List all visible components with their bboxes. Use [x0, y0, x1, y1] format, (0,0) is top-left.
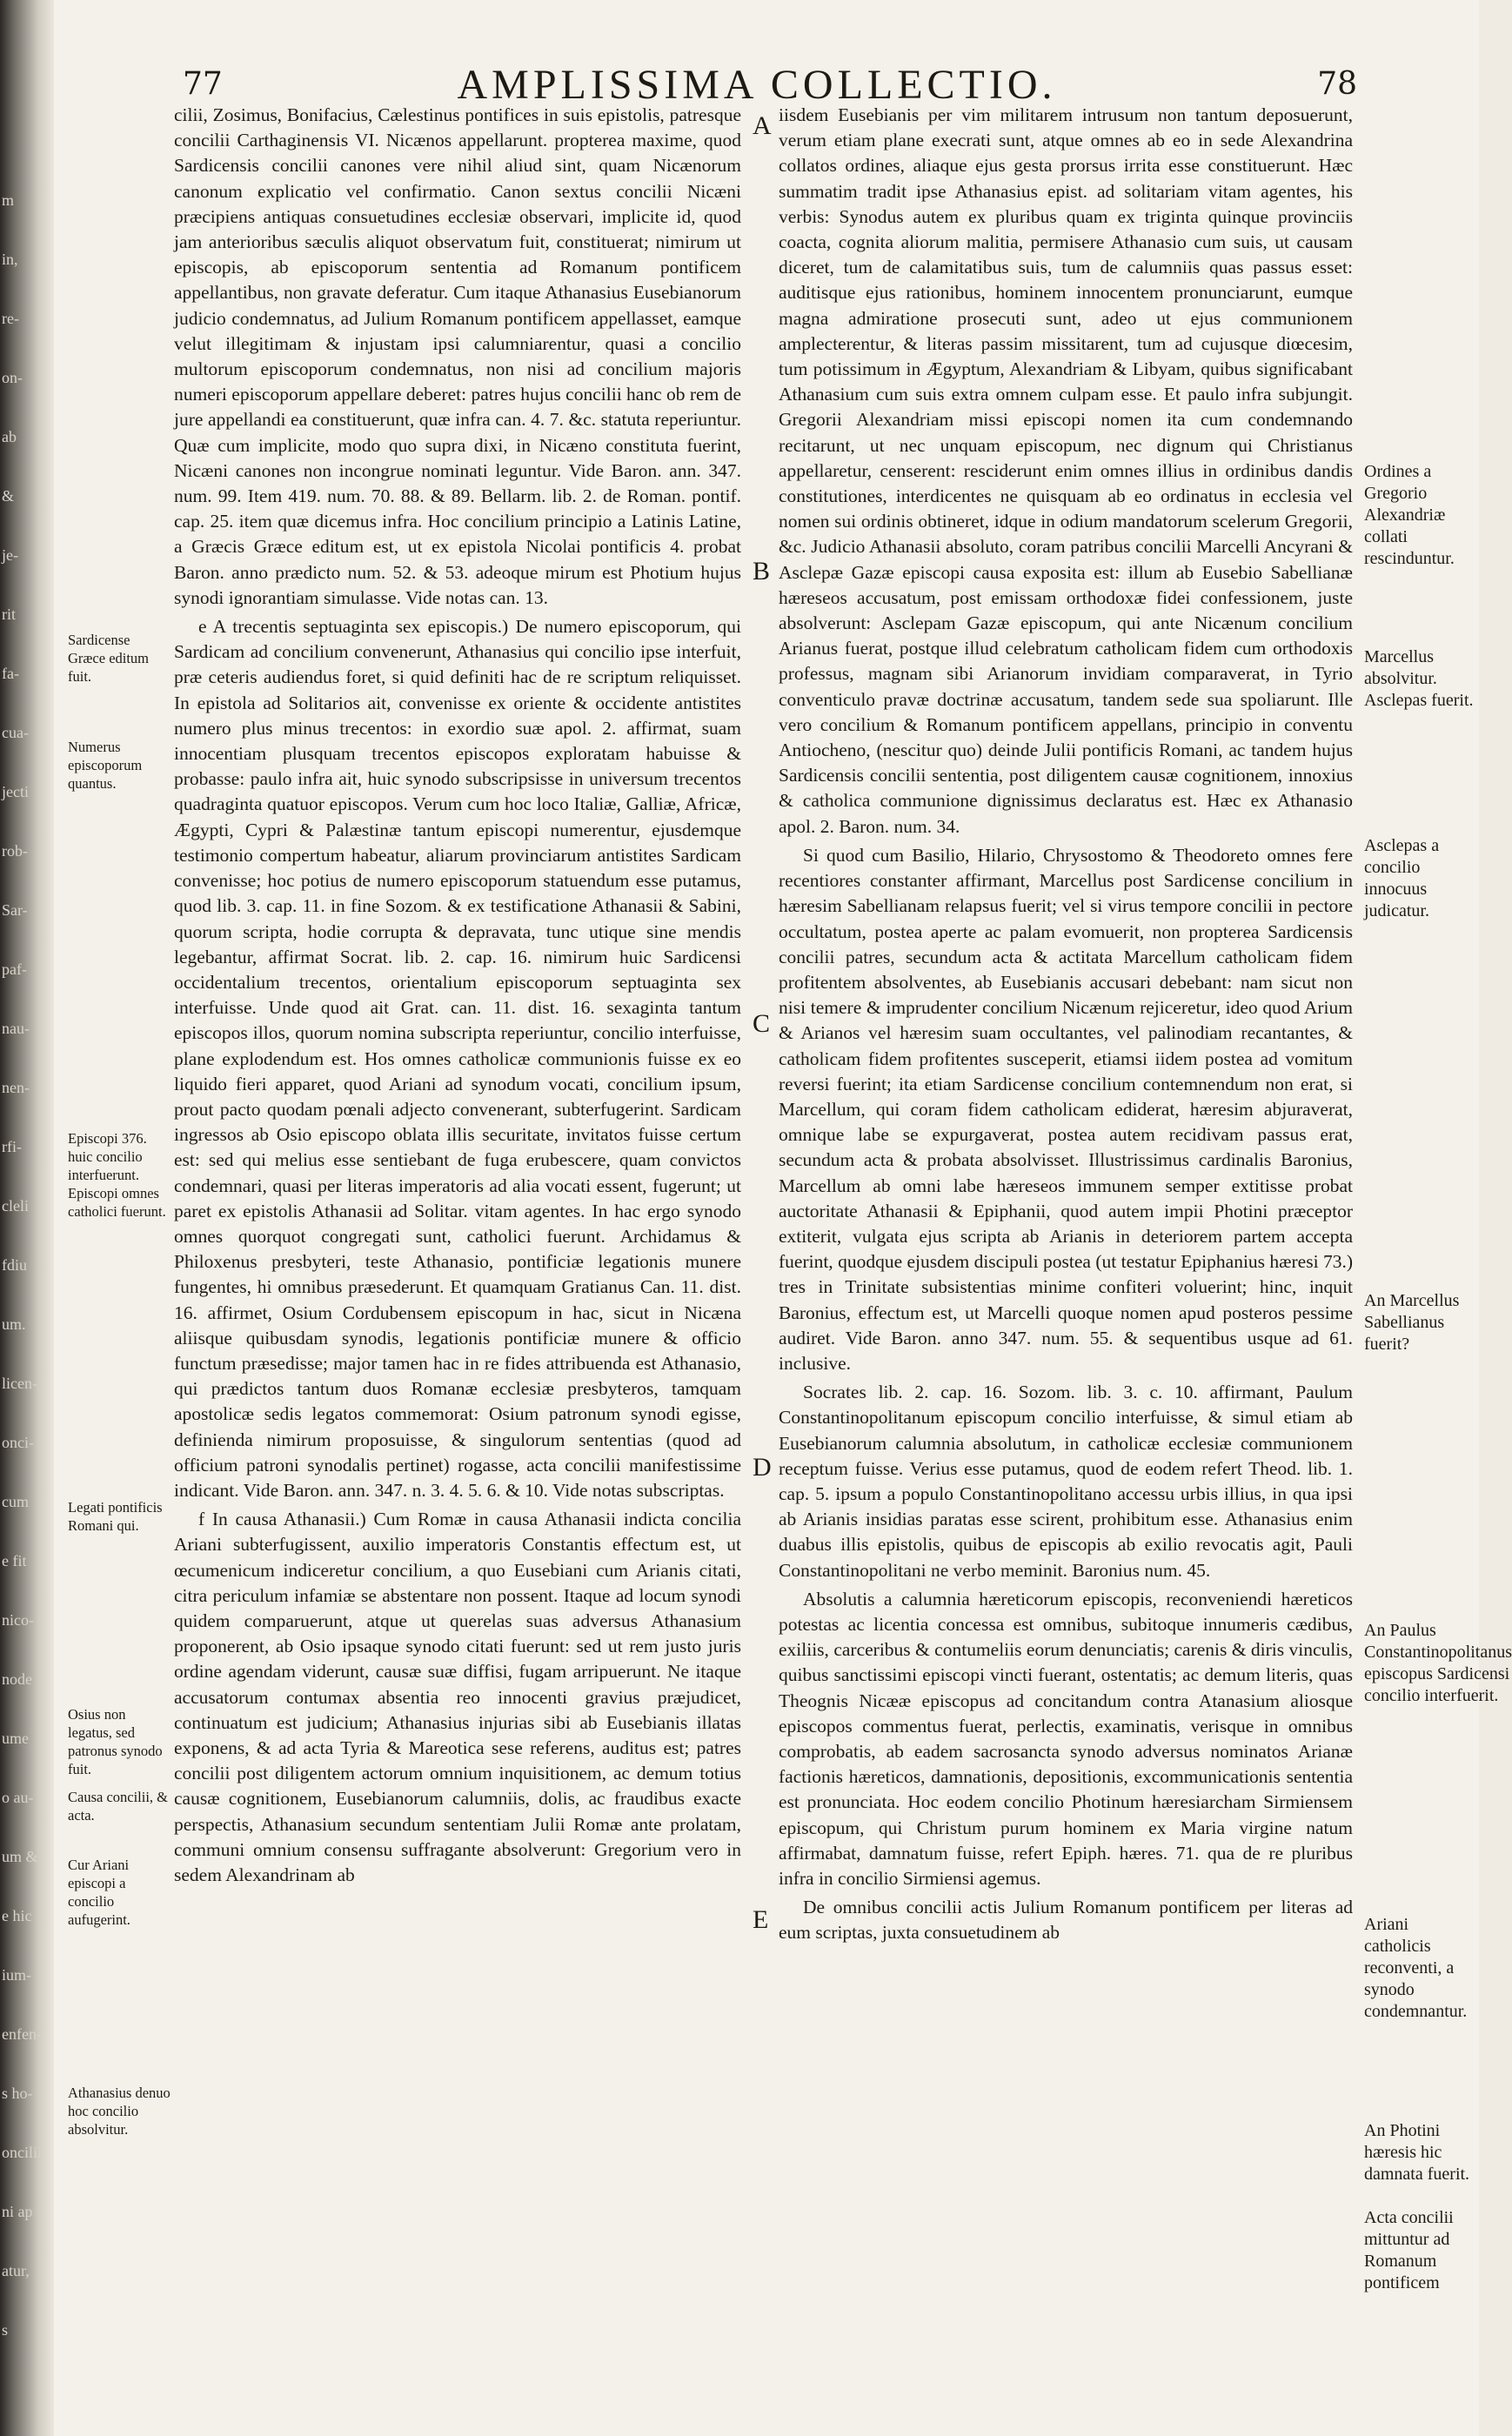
section-letter: B: [753, 557, 771, 586]
margin-note: Marcellus absolvitur. Asclepas fuerit.: [1364, 647, 1474, 710]
page-number-left: 77: [183, 66, 223, 102]
bleed-fragment: enfen-: [2, 2025, 42, 2043]
margin-note: Ariani catholicis reconventi, a synodo condemnantur.: [1364, 1915, 1468, 2021]
page-number-right: 78: [1317, 66, 1357, 102]
running-title: AMPLISSIMA COLLECTIO.: [457, 62, 1057, 108]
bleed-fragment: ni ap: [2, 2203, 33, 2220]
margin-note: Sardicense Græce editum fuit.: [68, 632, 150, 685]
margin-note: Legati pontificis Romani qui.: [68, 1499, 163, 1534]
margin-note: An Paulus Constantinopolitanus episcopus Sardicensi concilio interfuerit.: [1364, 1621, 1512, 1705]
bleed-fragment: ab: [2, 428, 17, 445]
margin-note: Ordines a Gregorio Alexandriæ collati rescinduntur.: [1364, 462, 1455, 568]
margin-note: Episcopi 376. huic concilio interfuerunt. Episcopi omnes catholici fuerunt.: [68, 1130, 166, 1220]
bleed-fragment: Sar-: [2, 901, 28, 919]
bleed-fragment: e fit: [2, 1552, 27, 1569]
bleed-fragment: nico-: [2, 1611, 34, 1629]
paragraph: iisdem Eusebianis per vim militarem intrusum non tantum deposuerunt, verum etiam plane execrati sunt, atque omnes ab eo in sede Alexandrina collatos ordines, aliaque ejus gesta prorsus irrita esse constituerunt. Hæc summatim tradit ipse Athanasius epist. ad solitariam vitam agentes, his verbis: Synodus autem ex pluribus quam ex triginta quinque provinciis coacta, cognita aliorum malitia, permisere Athanasio cum suis, ut causam diceret, tum de calamitatibus suis, tum de calumniis quas passus esset: auditisque ejus rationibus, hominem innocentem pronunciarunt, eumque magna admiratione prosecuti sunt, adeo ut ejus communionem amplecterentur, & literas passim missitarent, tum ad cujusque diœcesim, tum potissimum in Ægyptum, Alexandriam & Libyam, quibus significabant Athanasium cum suis extra omnem culpam esse. Et paulo infra subjungit. Gregorii Alexandriam missi episcopi nomen ita cum condemnando recitarunt, ut nec unquam episcopum, nec dignum qui Christianus appellaretur, censerent: resciderunt enim omnes illius in ordinibus dandis constitutiones, interdicentes ne quisquam ab eo ordinatus in ecclesia vel nomen sui ordinis obtineret, idque in odium mandatorum scelerum Gregorii, &c. Judicio Athanasii absoluto, coram patribus concilii Marcelli Ancyrani & Asclepæ Gazæ episcopi causa exposita est: illum ab Eusebio Sabellianæ hæreseos accusatum, post emissam orthodoxæ fidei confessionem, juste absolverunt: Asclepam Gazæ episcopum, qui ante Nicænum concilium Arianus fuerat, postque illud celebratum catholicam fidem cum orthodoxis professus, magnam sibi Arianorum invidiam comparaverat, in Tyrio conventiculo pravæ doctrinæ accusatum, tandem sede sua spoliarunt. Ille vero concilium & Romanum pontificem appellans, principio in conventu Antiocheno, (nescitur quo) deinde Julii pontificis Romani, ac tandem hujus Sardicensis concilii sententia, post diligentem causæ cognitionem, innoxius & catholica communione dignissimus declaratus est. Hæc ex Athanasio apol. 2. Baron. num. 34.: [779, 104, 1353, 837]
right-text-column: [779, 103, 1353, 2382]
section-letter: E: [753, 1905, 769, 1934]
section-letter: D: [753, 1453, 772, 1482]
margin-note: Asclepas a concilio innocuus judicatur.: [1364, 836, 1440, 920]
bleed-fragment: in,: [2, 251, 18, 268]
bleed-fragment: m: [2, 191, 15, 209]
bleed-fragment: node: [2, 1670, 32, 1688]
bleed-fragment: nau-: [2, 1020, 30, 1037]
bleed-fragment: s ho-: [2, 2085, 33, 2102]
bleed-fragment: rit: [2, 606, 16, 623]
bleed-fragment: je-: [2, 546, 18, 564]
section-letter: A: [753, 111, 772, 140]
bleed-fragment: onci-: [2, 1434, 34, 1451]
bleed-fragment: &: [2, 487, 15, 505]
margin-note: Acta concilii mittuntur ad Romanum pontificem: [1364, 2208, 1454, 2292]
bleed-fragment: jecti: [2, 783, 29, 800]
bleed-fragment: fa-: [2, 665, 19, 682]
margin-note: Numerus episcoporum quantus.: [68, 739, 143, 792]
paragraph: cilii, Zosimus, Bonifacius, Cælestinus pontifices in suis epistolis, patresque concilii Carthaginensis VI. Nicænos appellarunt. propterea maxime, quod Sardicensis concilii canones vere nihil aliud sint, quam Nicænorum canonum explicatio vel confirmatio. Canon sextus concilii Nicæni præcipiens antiquas consuetudines ecclesiæ observari, implicite id, quod jam anterioribus sæculis aliquot observatum fuit, constituerat; nimirum ut episcopis, ab episcoporum sententia ad Romanum pontificem appellantibus, non gravate deferatur. Cum itaque Athanasius Eusebianorum judicio condemnatus, ad Julium Romanum pontificem appellasset, eamque velut illegitimam & injustam ipsi calumniarentur, quasi a concilio multorum episcoporum condemnatus, non nisi ad concilium majoris numeri episcoporum appellare deberet: patres hujus concilii hanc ob rem de jure appellandi ea constituerunt, quæ infra can. 4. 7. &c. statuta reperiuntur. Quæ cum implicite, modo quo supra dixi, in Nicæno constituta fuerint, Nicæni canones non incongrue nominati leguntur. Vide Baron. ann. 347. num. 99. Item 419. num. 70. 88. & 89. Bellarm. lib. 2. de Roman. pontif. cap. 25. item quæ dicemus infra. Hoc concilium principio a Latinis Latine, a Græcis Græce editum est, ut ex epistola Nicolai pontificis 4. probat Baron. anno prædicto num. 52. & 53. adeoque mirum est Photium hujus synodi ignorantiam simulasse. Vide notas can. 13.: [174, 104, 741, 608]
bleed-fragment: s: [2, 2321, 9, 2339]
bleed-fragment: cum: [2, 1493, 29, 1510]
margin-note: Cur Ariani episcopi a concilio aufugerint.: [68, 1857, 130, 1928]
bleed-fragment: licen-: [2, 1375, 37, 1392]
margin-note: Athanasius denuo hoc concilio absolvitur.: [68, 2085, 171, 2138]
bleed-fragment: nen-: [2, 1079, 30, 1096]
paragraph: e A trecentis septuaginta sex episcopis.) De numero episcoporum, qui Sardicam ad concilium convenerunt, Athanasius qui concilio ipse interfuit, præ ceteris audiendus foret, si quid definiti hac de re scriptum reliquisset. In epistola ad Solitarios ait, convenisse ex oriente & occidente antistites numero plus minus trecentos: in exordio suæ apol. 2. affirmat, suam innocentiam plusquam trecentos episcopos exploratam habuisse & probasse: paulo infra ait, huic synodo subscripsisse in universum trecentos quadraginta quatuor episcopos. Verum cum hoc loco Italiæ, Galliæ, Africæ, Ægypti, Cypri & Palæstinæ tantum episcopi numerentur, ejusdemque testimonio compertum habeatur, aliarum provinciarum antistites Sardicam convenisse; hoc potius de numero episcoporum statuendum esse putamus, quod lib. 3. cap. 11. in fine Sozom. & ex testificatione Athanasii & Sabini, quorum scripta, hodie corrupta & depravata, tunc utique sine mendis legebantur, affirmat Socrat. lib. 2. cap. 16. nimirum huic Sardicensi occidentalium trecentos, orientalium episcoporum septuaginta sex interfuisse. Unde quod ait Grat. can. 11. dist. 16. sexaginta tantum episcopos illos, quorum nomina subscripta reperiuntur, concilio interfuisse, plane explodendum est. Hos omnes catholicæ communionis fuisse ex eo liquido fieri apparet, quod Ariani ad synodum vocati, concilium ipsum, prout pacto quodam pœnali adjecto convenerant, subterfugerint. Sardicam ingressos ab Osio episcopo oblata illis securitate, invitatos fuisse certum est: sed qui melius esse sentiebant de fuga erubescere, quam convictos condemnari, quasi per literas imperatoris ad alia vocati essent, fugerunt; ut paret ex epistolis Athanasii ad Solitar. vitam agentes. In hac ergo synodo omnes quorquot congregati sunt, catholici fuerunt. Archidamus & Philoxenus presbyteri, teste Athanasio, pontificiæ legationis munere fungentes, hi omnibus præsederunt. Et quamquam Gratianus Can. 11. dist. 16. affirmet, Osium Cordubensem episcopum in hac, sicut in Nicæna aliisque quibusdam synodis, legationis pontificiæ munere & officio functum præsedisse; major tamen hac in re fides attribuenda est Athanasio, qui prædictos tantum duos Romanæ ecclesiæ presbyteros, tamquam apostolicæ sedis legatos commemorat: Osium patronum synodi egisse, definienda nimirum proposuisse, & singulorum sententias (quod ad officium patroni synodalis pertinet) rogasse, acta concilii manifestissime indicant. Vide Baron. ann. 347. n. 3. 4. 5. 6. & 10. Vide notas subscriptas.: [174, 616, 741, 1501]
left-text-column: [174, 103, 741, 2330]
bleed-fragment: paf-: [2, 960, 27, 978]
bleed-fragment: um &: [2, 1848, 38, 1865]
bleed-fragment: oncilii: [2, 2144, 42, 2161]
margin-note: An Photini hæresis hic damnata fuerit.: [1364, 2121, 1470, 2184]
paragraph: Absolutis a calumnia hæreticorum episcopis, reconveniendi hæreticos potestas ac licentia concessa est omnibus, subitoque innumeris cædibus, exiliis, carceribus & contumeliis eorum denunciatis; carenis & diris vinculis, quibus sanctissimi episcopi vincti fuerant, ostentatis; ac demum literis, quas Theognis Nicææ episcopus ad concitandum contra Atanasium aliosque episcopos commentus fuerat, perlectis, examinatis, verisque in omnibus comprobatis, ab eadem sacrosancta synodo adversus nominatos Arianæ factionis hæreticos, damnationis, depositionis, excommunicationis sententia est pronunciata. Hoc eodem concilio Photinum hæresiarcham Sirmiensem episcopum, qui Christum purum hominem ex Maria virgine natum affirmabat, damnatum fuisse, refert Epiph. hæres. 71. qua de re pluribus infra in concilio Sirmiensi agemus.: [779, 1588, 1353, 1890]
bleed-fragment: re-: [2, 310, 19, 327]
bleed-fragment: atur,: [2, 2262, 30, 2279]
margin-note: Causa concilii, & acta.: [68, 1789, 169, 1824]
section-letter: C: [753, 1009, 771, 1038]
bleed-fragment: on-: [2, 369, 23, 386]
bleed-fragment: um.: [2, 1315, 26, 1333]
bleed-fragment: rob-: [2, 842, 28, 860]
bleed-fragment: cua-: [2, 724, 29, 741]
bleed-fragment: o au-: [2, 1789, 34, 1806]
margin-note: Osius non legatus, sed patronus synodo fuit.: [68, 1706, 163, 1777]
bleed-fragment: fdiu: [2, 1256, 27, 1274]
bleed-through-text: [0, 0, 42, 2436]
bleed-fragment: ium-: [2, 1966, 31, 1984]
paragraph: De omnibus concilii actis Julium Romanum pontificem per literas ad eum scriptas, juxta consuetudinem ab: [779, 1897, 1353, 1944]
bleed-fragment: e hic: [2, 1907, 32, 1924]
bleed-fragment: cleli: [2, 1197, 29, 1215]
margin-note: An Marcellus Sabellianus fuerit?: [1364, 1291, 1460, 1354]
paragraph: Si quod cum Basilio, Hilario, Chrysostomo & Theodoreto omnes fere recentiores constanter affirmant, Marcellus post Sardicense concilium in hæresim Sabellianam relapsus fuerit; vel si virus tempore concilii in pectore occultatum, postea aperte ac palam evomuerit, non propterea Sardicensis concilii patres, secundum acta & actitata Marcellum catholicam fidem profitentem absolventes, ab Eusebianis accusari debebant: nam sicut non nisi temere & imprudenter concilium Nicænum rejiceretur, ideo quod Arium & Arianos vel hæresim suam occultantes, vel palinodiam recantantes, & catholicam fidem profitentes susceperit, etiamsi iidem postea ad vomitum reversi fuerint; ita etiam Sardicense concilium contemnendum non erat, si Marcellum, qui coram fidem catholicam ediderat, hæresim abjuraverat, omnique labe se expurgaverat, postea autem recidivam passus erat, secundum acta & probata absolvisset. Illustrissimus cardinalis Baronius, Marcellum ab omni labe hæreseos immunem semper extitisse probat auctoritate Athanasii & Epiphanii, quod autem impii Photini præceptor extiterit, vulgata ejus scripta ab Arianis in deteriorem partem accepta fuerint, quodque ejusdem discipuli postea (ut testatur Epiphanius hæresi 73.) tres in Trinitate subsistentias minime confiteri voluerint; hinc, inquit Baronius, effectum est, ut Marcelli quoque nomen apud posteros pessime audiret. Vide Baron. anno 347. num. 55. & sequentibus usque ad 61. inclusive.: [779, 844, 1353, 1374]
bleed-fragment: ume: [2, 1730, 29, 1747]
bleed-fragment: rfi-: [2, 1138, 22, 1155]
paragraph: f In causa Athanasii.) Cum Romæ in causa Athanasii indicta concilia Ariani subterfugissent, auxilio imperatoris Constantis effectum est, ut œcumenicum indiceretur concilium, a quo Eusebiani cum Arianis citati, citra periculum infamiæ se abstentare non possent. Itaque ad locum synodi quidem comparuerunt, atque ut querelas suas adversus Athanasium proponerent, ab Osio ipsaque synodo citati fuerunt: sed ut rem justo juris ordine agendam viderunt, causæ suæ diffisi, fugam arripuerunt. Ne itaque accusatorum contumax absentia reo innocenti gravius præjudicet, continuatum est judicium; Athanasius injurias sibi ab Eusebianis illatas exponens, & ad acta Tyria & Mareotica sese referens, auditus est; patres concilii post diligentem actorum omnium inquisitionem, ac demum totius causæ cognitionem, Eusebianorum calumniis, dolis, ac fraudibus exacte perspectis, Athanasium secundum sententiam Julii Romæ ante prolatam, communi omnium consensu suffragante absolverunt: Gregorium vero in sedem Alexandrinam ab: [174, 1509, 741, 1886]
paragraph: Socrates lib. 2. cap. 16. Sozom. lib. 3. c. 10. affirmant, Paulum Constantinopolitanum episcopum concilio interfuisse, & simul etiam ab Eusebianorum calumnia absolutum, in catholicæ ecclesiæ communionem receptum fuisse. Verius esse putamus, quod de eodem refert Theod. lib. 1. cap. 5. ipsum a populo Constantinopolitano accessu urbis illius, in qua ipsi ab Arianis insidias paratas esse scirent, prohibitum esse. Athanasius enim duabus illis epistolis, quibus de episcopis ab exilio revocatis agit, Pauli Constantinopolitani ne verbo meminit. Baronius num. 45.: [779, 1382, 1353, 1581]
